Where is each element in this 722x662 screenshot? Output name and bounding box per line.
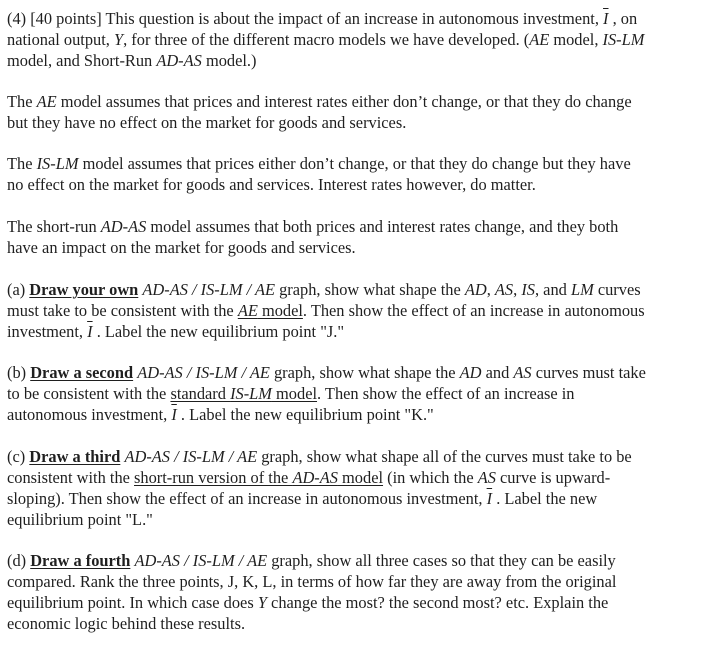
text-run: (c) [7,447,30,466]
text-line [7,29,717,50]
italic-term: AD-AS / IS-LM / AE [142,280,276,299]
italic-term: Y [113,30,124,49]
text-line [7,8,717,29]
text-run: must take to be consistent with the [7,301,238,320]
text-run: (4) [40 points] This question is about the impact of an increase in autonomous investment, [7,9,604,28]
underlined-model-reference: short-run version of the AD-AS model [134,468,384,487]
text-line [7,467,717,488]
autonomous-investment-symbol: $\overline{I}$ [171,405,177,424]
italic-term: AS [477,468,496,487]
text-run: model assumes that prices either don’t change, or that they do change but they have [78,154,631,173]
text-run: model assumes that prices and interest rates either don’t change, or that they do change [56,92,632,111]
text-line [7,383,717,404]
autonomous-investment-symbol: $\overline{I}$ [486,489,493,508]
text-line [7,216,717,237]
text-line [7,300,717,321]
text-line [7,237,717,258]
text-run: to be consistent with the [7,384,171,403]
text-run: The short-run [7,217,101,236]
text-run: . Label the new equilibrium point "K." [176,405,434,424]
text-run: (d) [7,551,31,570]
text-line [7,279,717,300]
text-run: (b) [7,363,31,382]
text-run: but they have no effect on the market for goods and services. [7,113,407,132]
text-line [7,362,717,383]
text-run: . Label the new [492,489,598,508]
italic-term: AE [529,30,550,49]
text-line [7,404,717,425]
italic-term: IS [521,280,535,299]
text-run: equilibrium point. In which case does [7,593,258,612]
islm-model-paragraph [7,153,717,195]
italic-term: AD-AS / IS-LM / AE [137,363,270,382]
ae-model-paragraph [7,91,717,133]
text-run: consistent with the [7,468,135,487]
text-line [7,112,717,133]
text-run: graph, show what shape all of the curves must take to be [257,447,632,466]
italic-term: AD-AS [156,51,202,70]
text-run: economic logic behind these results. [7,614,246,633]
text-run: national output, [7,30,114,49]
text-run: The [7,154,37,173]
text-line [7,613,717,634]
text-run: model, [549,30,603,49]
text-run: model, and Short-Run [7,51,157,70]
bold-instruction: Draw a second [30,363,134,382]
text-run: and [481,363,514,382]
part-a [7,279,717,342]
part-b [7,362,717,425]
italic-term: AD-AS / IS-LM / AE [134,551,268,570]
text-run: graph, show what shape the [269,363,460,382]
part-d [7,550,717,634]
text-line [7,321,717,342]
autonomous-investment-symbol: $\overline{I}$ [603,9,609,28]
adas-model-paragraph [7,216,717,258]
text-run: curves must take [531,363,646,382]
text-run: compared. Rank the three points, J, K, L, in terms of how far they are away from the original [7,572,617,591]
text-line [7,509,717,530]
italic-term: AD-AS [100,217,147,236]
part-c [7,446,717,530]
text-run: graph, show all three cases so that they can be easily [267,551,616,570]
text-run: curves [593,280,641,299]
text-line [7,91,717,112]
italic-term: IS-LM [602,30,645,49]
text-run: graph, show what shape the [275,280,465,299]
text-line [7,488,717,509]
italic-term: AE [36,92,57,111]
text-run: autonomous investment, [7,405,172,424]
underlined-model-reference: standard IS-LM model [170,384,318,403]
underlined-model-reference: AE model [237,301,303,320]
text-line [7,571,717,592]
italic-term: Y [257,593,267,612]
text-run: model.) [201,51,257,70]
text-line [7,174,717,195]
italic-term: AD [464,280,487,299]
bold-instruction: Draw a fourth [30,551,131,570]
question-intro [7,8,717,71]
text-run: (a) [7,280,30,299]
bold-instruction: Draw your own [29,280,139,299]
text-run: no effect on the market for goods and services. Interest rates however, do matter. [7,175,536,194]
text-run: investment, [7,322,88,341]
italic-term: IS-LM [36,154,79,173]
text-run: . Then show the effect of an increase in autonomous [302,301,645,320]
text-run: have an impact on the market for goods and services. [7,238,356,257]
text-line [7,550,717,571]
italic-term: AS [513,363,532,382]
text-line [7,592,717,613]
italic-term: LM [570,280,594,299]
text-run: . Label the new equilibrium point "J." [92,322,345,341]
text-line [7,446,717,467]
text-line [7,50,717,71]
text-run: curve is upward- [495,468,611,487]
text-run: sloping). Then show the effect of an increase in autonomous investment, [7,489,487,508]
text-run: model assumes that both prices and interest rates change, and they both [146,217,619,236]
italic-term: AD [459,363,482,382]
italic-term: AS [494,280,514,299]
text-run: , for three of the different macro models we have developed. ( [123,30,530,49]
text-run: , and [534,280,571,299]
text-run: . Then show the effect of an increase in [317,384,575,403]
autonomous-investment-symbol: $\overline{I}$ [87,322,93,341]
text-run: , [513,280,522,299]
text-run: equilibrium point "L." [7,510,153,529]
text-run: change the most? the second most? etc. Explain the [266,593,609,612]
text-run: The [7,92,37,111]
text-line [7,153,717,174]
text-run: , on [608,9,638,28]
text-run: , [486,280,495,299]
text-run: (in which the [383,468,478,487]
bold-instruction: Draw a third [29,447,121,466]
italic-term: AD-AS / IS-LM / AE [124,447,258,466]
